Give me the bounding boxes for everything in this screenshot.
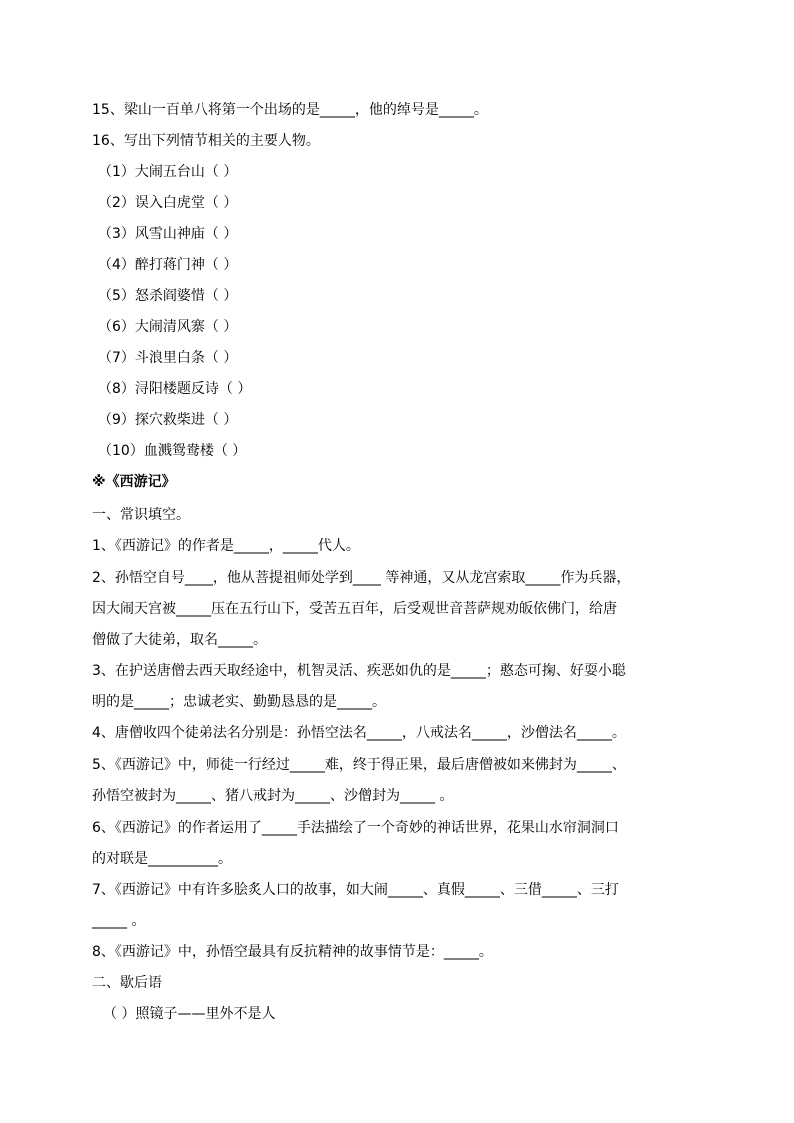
plot-item-4: （4）醉打蒋门神（ ）	[98, 257, 238, 273]
question-4: 4、唐僧收四个徒弟法名分别是：孙悟空法名_____，八戒法名_____，沙僧法名_____。	[92, 725, 626, 741]
xiehouyu-item-1: （ ）照镜子——里外不是人	[103, 1006, 276, 1022]
question-7-line-2: _____ 。	[92, 913, 146, 929]
question-6-line-2: 的对联是__________。	[92, 851, 232, 867]
plot-item-10: （10）血溅鸳鸯楼（ ）	[98, 443, 247, 459]
plot-item-1: （1）大闹五台山（ ）	[98, 164, 238, 180]
plot-item-7: （7）斗浪里白条（ ）	[98, 350, 238, 366]
section-title-journey-west: ※《西游记》	[92, 474, 176, 490]
plot-item-9: （9）探穴救柴进（ ）	[98, 412, 238, 428]
part-one-heading: 一、常识填空。	[92, 507, 190, 523]
question-5-line-1: 5、《西游记》中，师徒一行经过_____难，终于得正果，最后唐僧被如来佛封为_____、	[92, 757, 626, 773]
question-3-line-1: 3、在护送唐僧去西天取经途中，机智灵活、疾恶如仇的是_____；憨态可掬、好耍小聪	[92, 663, 626, 679]
plot-item-6: （6）大闹清风寨（ ）	[98, 319, 238, 335]
question-6-line-1: 6、《西游记》的作者运用了_____手法描绘了一个奇妙的神话世界，花果山水帘洞洞口	[92, 820, 619, 836]
question-5-line-2: 孙悟空被封为_____、猪八戒封为_____、沙僧封为_____ 。	[92, 788, 454, 804]
plot-item-2: （2）误入白虎堂（ ）	[98, 195, 238, 211]
question-16: 16、写出下列情节相关的主要人物。	[92, 133, 320, 149]
question-2-line-1: 2、孙悟空自号____，他从菩提祖师处学到____ 等神通，又从龙宫索取_____作为兵器，	[92, 570, 631, 586]
question-1: 1、《西游记》的作者是_____，_____代人。	[92, 538, 360, 554]
question-7-line-1: 7、《西游记》中有许多脍炙人口的故事，如大闹_____、真假_____、三借_____、三打	[92, 882, 619, 898]
plot-item-8: （8）浔阳楼题反诗（ ）	[98, 381, 252, 397]
plot-item-3: （3）风雪山神庙（ ）	[98, 226, 238, 242]
question-3-line-2: 明的是_____；忠诚老实、勤勤恳恳的是_____。	[92, 694, 386, 710]
part-two-heading: 二、歇后语	[92, 975, 162, 991]
question-8: 8、《西游记》中，孙悟空最具有反抗精神的故事情节是：_____。	[92, 944, 493, 960]
question-15: 15、梁山一百单八将第一个出场的是_____，他的绰号是_____。	[92, 102, 488, 118]
question-2-line-3: 僧做了大徒弟，取名_____。	[92, 632, 267, 648]
question-2-line-2: 因大闹天宫被_____压在五行山下，受苦五百年，后受观世音菩萨规劝皈依佛门，给唐	[92, 601, 617, 617]
plot-item-5: （5）怒杀阎婆惜（ ）	[98, 288, 238, 304]
